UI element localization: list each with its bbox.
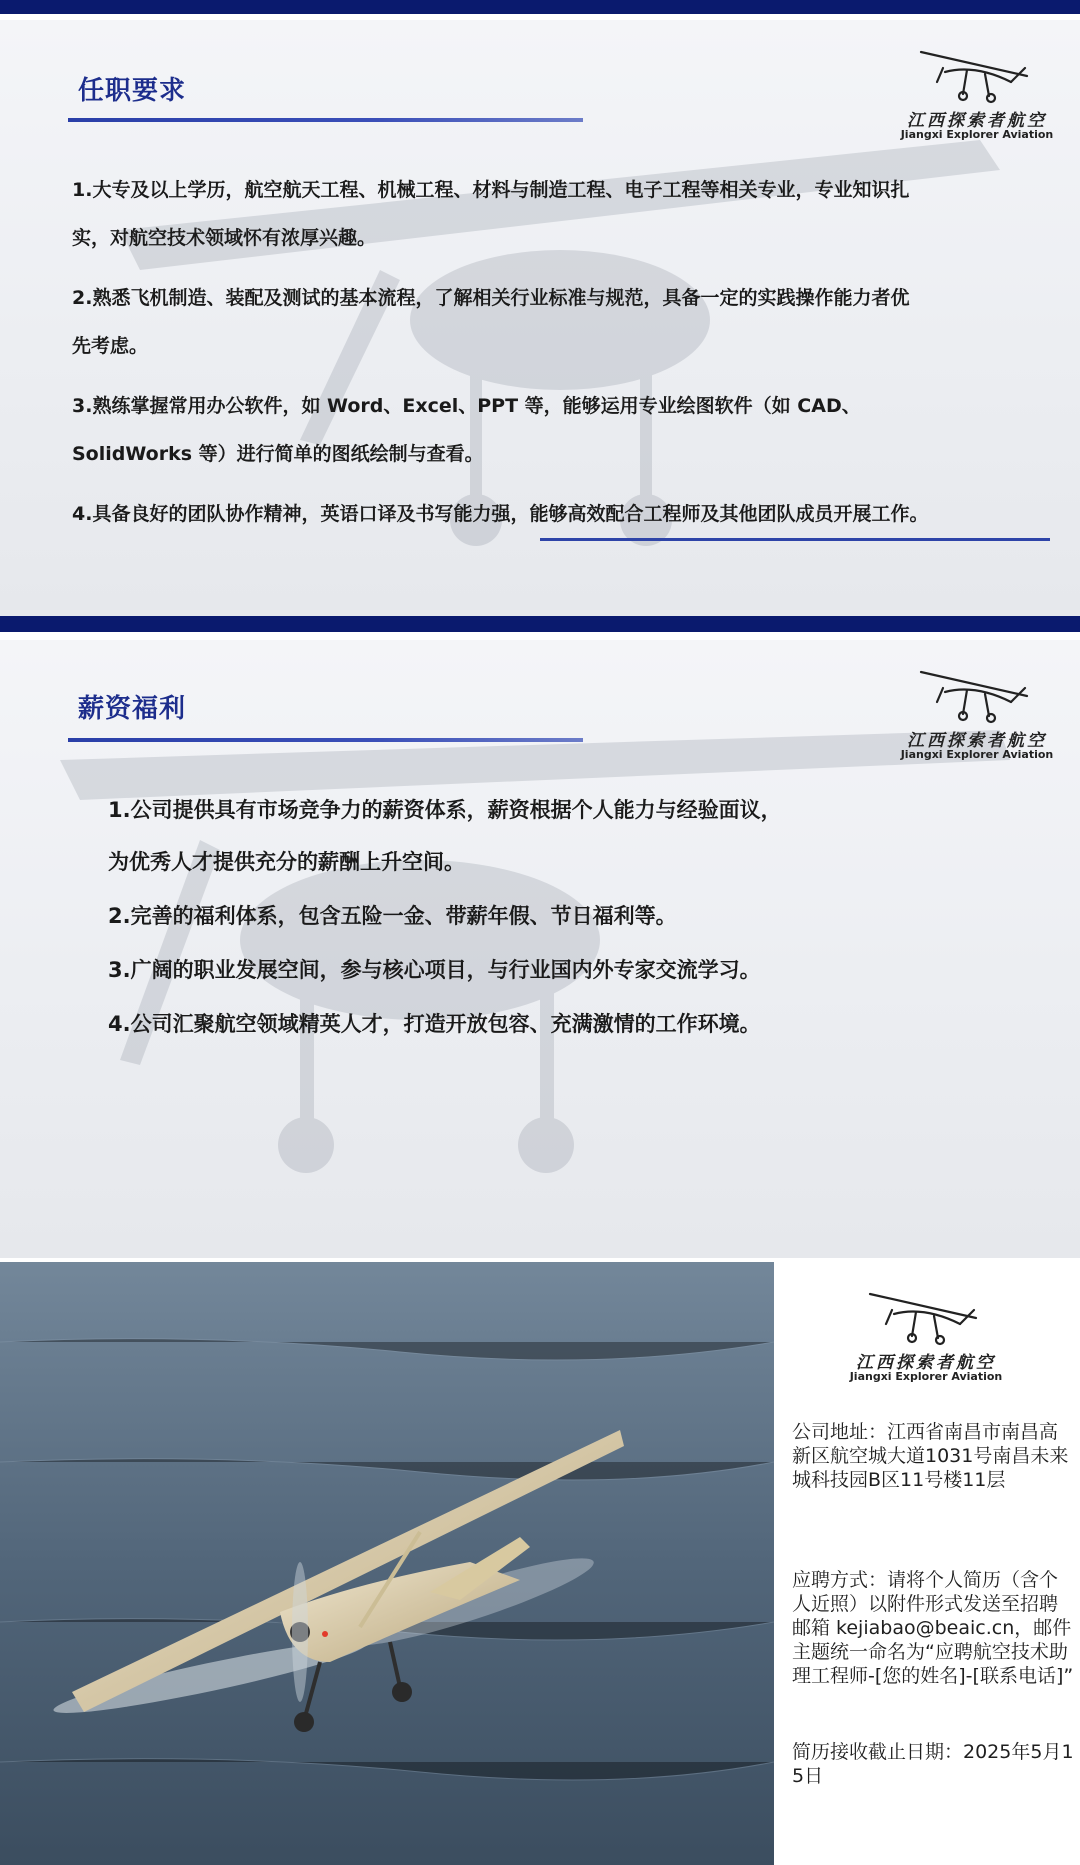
requirement-item-1-line2: 实，对航空技术领域怀有浓厚兴趣。 — [72, 227, 377, 249]
company-logo — [897, 42, 1057, 142]
benefit-item-3: 3.广阔的职业发展空间，参与核心项目，与行业国内外专家交流学习。 — [108, 958, 761, 982]
airplane-logo-icon — [915, 662, 1035, 724]
requirement-item-2-line2: 先考虑。 — [72, 335, 149, 357]
logo-name-en: Jiangxi Explorer Aviation — [849, 1370, 1003, 1383]
title-underline — [68, 118, 583, 122]
top-band — [0, 0, 1080, 14]
requirement-item-3-line2: SolidWorks 等）进行简单的图纸绘制与查看。 — [72, 443, 484, 465]
aircraft-photo — [0, 1262, 774, 1865]
contact-panel — [0, 1262, 1080, 1865]
middle-band — [0, 616, 1080, 632]
requirement-item-4-line1: 4.具备良好的团队协作精神，英语口译及书写能力强，能够高效配合工程师及其他团队成员开展工作。 — [72, 503, 929, 525]
benefit-item-1: 1.公司提供具有市场竞争力的薪资体系，薪资根据个人能力与经验面议， — [108, 798, 782, 822]
requirement-item-2-line1: 2.熟悉飞机制造、装配及测试的基本流程，了解相关行业标准与规范，具备一定的实践操作能力者优 — [72, 287, 910, 309]
requirement-item-3-line1: 3.熟练掌握常用办公软件，如 Word、Excel、PPT 等，能够运用专业绘图软件（如 CAD、 — [72, 395, 861, 417]
benefits-title: 薪资福利 — [78, 694, 187, 724]
logo-name-cn: 江西探索者航空 — [907, 731, 1047, 751]
contact-info — [774, 1262, 1080, 1865]
company-address: 公司地址：江西省南昌市南昌高新区航空城大道1031号南昌未来城科技园B区11号楼11层 — [792, 1421, 1069, 1491]
aircraft-over-water-image — [0, 1262, 774, 1865]
logo-name-cn: 江西探索者航空 — [907, 111, 1047, 131]
application-deadline: 简历接收截止日期：2025年5月15日 — [792, 1741, 1074, 1787]
requirements-slide — [0, 20, 1080, 616]
benefit-item-4: 4.公司汇聚航空领域精英人才，打造开放包容、充满激情的工作环境。 — [108, 1012, 761, 1036]
airplane-logo-icon — [915, 42, 1035, 104]
benefit-item-2: 2.完善的福利体系，包含五险一金、带薪年假、节日福利等。 — [108, 904, 677, 928]
accent-underline — [540, 538, 1050, 541]
title-underline — [68, 738, 583, 742]
application-method: 应聘方式：请将个人简历（含个人近照）以附件形式发送至招聘邮箱 kejiabao@beaic.cn，邮件主题统一命名为“应聘航空技术助理工程师-[您的姓名]-[联系电话]” — [792, 1569, 1074, 1687]
requirement-item-1-line1: 1.大专及以上学历，航空航天工程、机械工程、材料与制造工程、电子工程等相关专业，专业知识扎 — [72, 179, 910, 201]
logo-name-en: Jiangxi Explorer Aviation — [900, 128, 1054, 141]
airplane-logo-icon — [864, 1284, 984, 1346]
benefit-item-1-cont: 为优秀人才提供充分的薪酬上升空间。 — [108, 850, 465, 874]
company-logo — [897, 662, 1057, 762]
company-logo — [846, 1284, 1006, 1384]
logo-name-en: Jiangxi Explorer Aviation — [900, 748, 1054, 761]
requirements-title: 任职要求 — [78, 76, 187, 106]
benefits-slide — [0, 640, 1080, 1258]
logo-name-cn: 江西探索者航空 — [856, 1353, 996, 1373]
